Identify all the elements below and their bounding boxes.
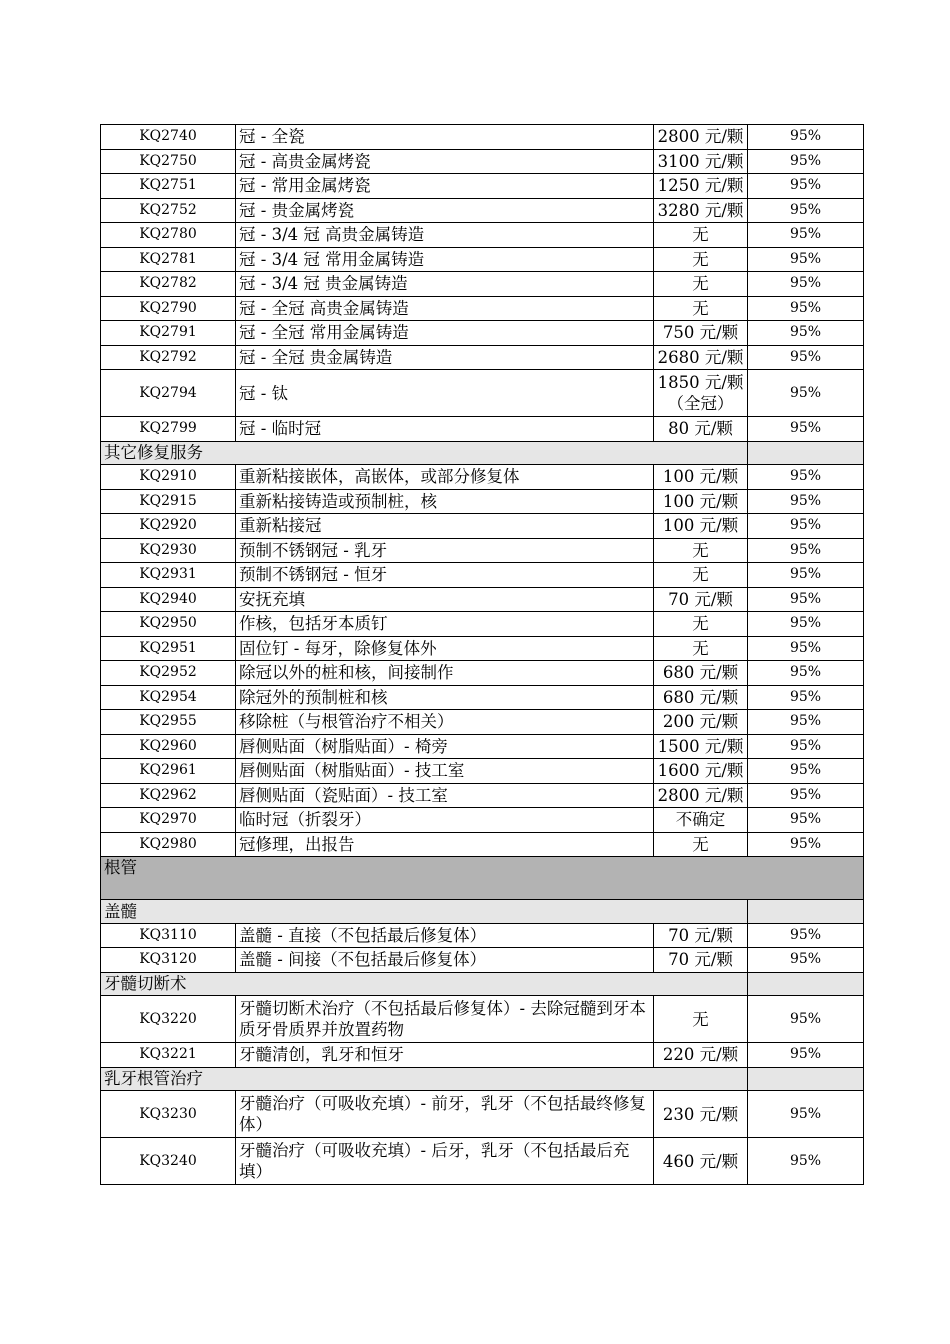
item-description: 安抚充填 bbox=[236, 587, 654, 612]
item-code: KQ2954 bbox=[101, 685, 236, 710]
section-header bbox=[101, 441, 864, 465]
section-filler bbox=[654, 1067, 748, 1091]
item-code: KQ2750 bbox=[101, 149, 236, 174]
item-code: KQ2790 bbox=[101, 296, 236, 321]
table-row bbox=[101, 734, 864, 759]
table-row bbox=[101, 345, 864, 370]
item-description: 唇侧贴面（树脂贴面）- 技工室 bbox=[236, 759, 654, 784]
item-price: 2680 元/颗 bbox=[654, 345, 748, 370]
item-code: KQ2931 bbox=[101, 563, 236, 588]
item-description: 牙髓治疗（可吸收充填）- 前牙，乳牙（不包括最终修复体） bbox=[236, 1091, 654, 1138]
item-price: 200 元/颗 bbox=[654, 710, 748, 735]
item-coverage-rate: 95% bbox=[748, 612, 864, 637]
item-description: 除冠外的预制桩和核 bbox=[236, 685, 654, 710]
item-price: 无 bbox=[654, 612, 748, 637]
section-filler bbox=[748, 441, 864, 465]
section-header bbox=[101, 972, 864, 996]
item-code: KQ2951 bbox=[101, 636, 236, 661]
item-description: 重新粘接铸造或预制桩，核 bbox=[236, 489, 654, 514]
table-row bbox=[101, 321, 864, 346]
section-filler bbox=[748, 900, 864, 924]
table-row bbox=[101, 465, 864, 490]
item-description: 盖髓 - 直接（不包括最后修复体） bbox=[236, 923, 654, 948]
item-description: 冠 - 3/4 冠 贵金属铸造 bbox=[236, 272, 654, 297]
section-header bbox=[101, 900, 864, 924]
table-row bbox=[101, 563, 864, 588]
item-code: KQ2910 bbox=[101, 465, 236, 490]
item-coverage-rate: 95% bbox=[748, 808, 864, 833]
item-code: KQ2740 bbox=[101, 125, 236, 150]
item-coverage-rate: 95% bbox=[748, 996, 864, 1043]
item-coverage-rate: 95% bbox=[748, 538, 864, 563]
item-code: KQ2915 bbox=[101, 489, 236, 514]
item-coverage-rate: 95% bbox=[748, 783, 864, 808]
item-price: 220 元/颗 bbox=[654, 1043, 748, 1068]
table-row bbox=[101, 223, 864, 248]
item-description: 冠 - 钛 bbox=[236, 370, 654, 417]
table-row bbox=[101, 685, 864, 710]
item-code: KQ2980 bbox=[101, 832, 236, 857]
item-description: 冠修理，出报告 bbox=[236, 832, 654, 857]
item-code: KQ2799 bbox=[101, 417, 236, 442]
table-row bbox=[101, 832, 864, 857]
item-price: 无 bbox=[654, 832, 748, 857]
item-coverage-rate: 95% bbox=[748, 1138, 864, 1185]
item-code: KQ3110 bbox=[101, 923, 236, 948]
item-coverage-rate: 95% bbox=[748, 832, 864, 857]
item-price: 无 bbox=[654, 223, 748, 248]
item-coverage-rate: 95% bbox=[748, 296, 864, 321]
item-price: 2800 元/颗 bbox=[654, 125, 748, 150]
item-description: 牙髓清创，乳牙和恒牙 bbox=[236, 1043, 654, 1068]
item-code: KQ2792 bbox=[101, 345, 236, 370]
item-code: KQ2780 bbox=[101, 223, 236, 248]
item-coverage-rate: 95% bbox=[748, 685, 864, 710]
table-row bbox=[101, 174, 864, 199]
item-code: KQ2752 bbox=[101, 198, 236, 223]
item-price: 无 bbox=[654, 636, 748, 661]
item-price: 1600 元/颗 bbox=[654, 759, 748, 784]
item-description: 冠 - 全冠 常用金属铸造 bbox=[236, 321, 654, 346]
item-price: 70 元/颗 bbox=[654, 923, 748, 948]
item-price: 100 元/颗 bbox=[654, 465, 748, 490]
item-code: KQ2955 bbox=[101, 710, 236, 735]
item-coverage-rate: 95% bbox=[748, 948, 864, 973]
item-code: KQ2920 bbox=[101, 514, 236, 539]
item-description: 移除桩（与根管治疗不相关） bbox=[236, 710, 654, 735]
item-coverage-rate: 95% bbox=[748, 272, 864, 297]
fee-schedule-body bbox=[101, 125, 864, 1185]
item-code: KQ2962 bbox=[101, 783, 236, 808]
item-description: 冠 - 全瓷 bbox=[236, 125, 654, 150]
item-description: 作核，包括牙本质钉 bbox=[236, 612, 654, 637]
item-price: 无 bbox=[654, 247, 748, 272]
item-code: KQ2950 bbox=[101, 612, 236, 637]
table-row bbox=[101, 296, 864, 321]
item-price: 1850 元/颗 （全冠） bbox=[654, 370, 748, 417]
table-row bbox=[101, 948, 864, 973]
table-row bbox=[101, 612, 864, 637]
table-row bbox=[101, 636, 864, 661]
table-row bbox=[101, 247, 864, 272]
item-price: 1500 元/颗 bbox=[654, 734, 748, 759]
item-code: KQ3230 bbox=[101, 1091, 236, 1138]
item-code: KQ2794 bbox=[101, 370, 236, 417]
item-price: 3280 元/颗 bbox=[654, 198, 748, 223]
item-description: 冠 - 全冠 高贵金属铸造 bbox=[236, 296, 654, 321]
item-description: 唇侧贴面（树脂贴面）- 椅旁 bbox=[236, 734, 654, 759]
item-price: 无 bbox=[654, 296, 748, 321]
table-row bbox=[101, 759, 864, 784]
item-coverage-rate: 95% bbox=[748, 198, 864, 223]
item-code: KQ2961 bbox=[101, 759, 236, 784]
major-section-title: 根管 bbox=[101, 857, 864, 900]
item-price: 3100 元/颗 bbox=[654, 149, 748, 174]
section-filler bbox=[654, 972, 748, 996]
item-coverage-rate: 95% bbox=[748, 370, 864, 417]
item-code: KQ2952 bbox=[101, 661, 236, 686]
table-row bbox=[101, 125, 864, 150]
item-code: KQ2781 bbox=[101, 247, 236, 272]
item-price: 70 元/颗 bbox=[654, 587, 748, 612]
item-description: 唇侧贴面（瓷贴面）- 技工室 bbox=[236, 783, 654, 808]
table-row bbox=[101, 1043, 864, 1068]
item-coverage-rate: 95% bbox=[748, 489, 864, 514]
item-description: 预制不锈钢冠 - 恒牙 bbox=[236, 563, 654, 588]
item-coverage-rate: 95% bbox=[748, 149, 864, 174]
table-row bbox=[101, 1091, 864, 1138]
table-row bbox=[101, 272, 864, 297]
table-row bbox=[101, 587, 864, 612]
item-code: KQ2930 bbox=[101, 538, 236, 563]
item-description: 牙髓治疗（可吸收充填）- 后牙，乳牙（不包括最后充填） bbox=[236, 1138, 654, 1185]
table-row bbox=[101, 514, 864, 539]
item-price: 80 元/颗 bbox=[654, 417, 748, 442]
item-code: KQ3240 bbox=[101, 1138, 236, 1185]
item-coverage-rate: 95% bbox=[748, 417, 864, 442]
item-price: 750 元/颗 bbox=[654, 321, 748, 346]
section-title: 其它修复服务 bbox=[101, 441, 654, 465]
item-description: 重新粘接嵌体，高嵌体，或部分修复体 bbox=[236, 465, 654, 490]
item-coverage-rate: 95% bbox=[748, 247, 864, 272]
item-description: 重新粘接冠 bbox=[236, 514, 654, 539]
item-price: 无 bbox=[654, 996, 748, 1043]
item-code: KQ3220 bbox=[101, 996, 236, 1043]
item-description: 预制不锈钢冠 - 乳牙 bbox=[236, 538, 654, 563]
item-coverage-rate: 95% bbox=[748, 587, 864, 612]
table-row bbox=[101, 808, 864, 833]
table-row bbox=[101, 149, 864, 174]
item-price: 无 bbox=[654, 272, 748, 297]
table-row bbox=[101, 1138, 864, 1185]
item-code: KQ2751 bbox=[101, 174, 236, 199]
item-description: 临时冠（折裂牙） bbox=[236, 808, 654, 833]
item-coverage-rate: 95% bbox=[748, 174, 864, 199]
item-price: 100 元/颗 bbox=[654, 514, 748, 539]
item-coverage-rate: 95% bbox=[748, 661, 864, 686]
table-row bbox=[101, 370, 864, 417]
item-coverage-rate: 95% bbox=[748, 563, 864, 588]
table-row bbox=[101, 996, 864, 1043]
item-description: 冠 - 临时冠 bbox=[236, 417, 654, 442]
item-coverage-rate: 95% bbox=[748, 1091, 864, 1138]
table-row bbox=[101, 923, 864, 948]
item-description: 除冠以外的桩和核，间接制作 bbox=[236, 661, 654, 686]
item-description: 冠 - 3/4 冠 常用金属铸造 bbox=[236, 247, 654, 272]
item-code: KQ2960 bbox=[101, 734, 236, 759]
table-row bbox=[101, 489, 864, 514]
table-row bbox=[101, 417, 864, 442]
item-coverage-rate: 95% bbox=[748, 1043, 864, 1068]
item-price: 不确定 bbox=[654, 808, 748, 833]
item-price: 70 元/颗 bbox=[654, 948, 748, 973]
item-price: 无 bbox=[654, 563, 748, 588]
item-coverage-rate: 95% bbox=[748, 321, 864, 346]
section-filler bbox=[654, 441, 748, 465]
section-filler bbox=[748, 972, 864, 996]
item-coverage-rate: 95% bbox=[748, 514, 864, 539]
table-row bbox=[101, 538, 864, 563]
item-price: 680 元/颗 bbox=[654, 661, 748, 686]
item-description: 冠 - 贵金属烤瓷 bbox=[236, 198, 654, 223]
item-code: KQ2791 bbox=[101, 321, 236, 346]
item-code: KQ2782 bbox=[101, 272, 236, 297]
item-coverage-rate: 95% bbox=[748, 734, 864, 759]
section-title: 牙髓切断术 bbox=[101, 972, 654, 996]
item-coverage-rate: 95% bbox=[748, 759, 864, 784]
item-description: 冠 - 全冠 贵金属铸造 bbox=[236, 345, 654, 370]
table-row bbox=[101, 661, 864, 686]
item-description: 牙髓切断术治疗（不包括最后修复体）- 去除冠髓到牙本质牙骨质界并放置药物 bbox=[236, 996, 654, 1043]
section-header bbox=[101, 1067, 864, 1091]
item-price: 无 bbox=[654, 538, 748, 563]
item-price: 680 元/颗 bbox=[654, 685, 748, 710]
item-coverage-rate: 95% bbox=[748, 636, 864, 661]
item-description: 冠 - 高贵金属烤瓷 bbox=[236, 149, 654, 174]
item-code: KQ2970 bbox=[101, 808, 236, 833]
item-coverage-rate: 95% bbox=[748, 710, 864, 735]
item-price: 230 元/颗 bbox=[654, 1091, 748, 1138]
table-row bbox=[101, 198, 864, 223]
table-row bbox=[101, 783, 864, 808]
section-filler bbox=[748, 1067, 864, 1091]
item-coverage-rate: 95% bbox=[748, 465, 864, 490]
item-description: 固位钉 - 每牙，除修复体外 bbox=[236, 636, 654, 661]
item-coverage-rate: 95% bbox=[748, 125, 864, 150]
item-code: KQ3120 bbox=[101, 948, 236, 973]
item-price: 100 元/颗 bbox=[654, 489, 748, 514]
item-code: KQ3221 bbox=[101, 1043, 236, 1068]
table-row bbox=[101, 710, 864, 735]
item-description: 盖髓 - 间接（不包括最后修复体） bbox=[236, 948, 654, 973]
item-code: KQ2940 bbox=[101, 587, 236, 612]
item-coverage-rate: 95% bbox=[748, 345, 864, 370]
item-price: 1250 元/颗 bbox=[654, 174, 748, 199]
item-price: 2800 元/颗 bbox=[654, 783, 748, 808]
item-description: 冠 - 3/4 冠 高贵金属铸造 bbox=[236, 223, 654, 248]
section-title: 乳牙根管治疗 bbox=[101, 1067, 654, 1091]
fee-schedule-table bbox=[100, 124, 864, 1185]
section-title: 盖髓 bbox=[101, 900, 654, 924]
item-price: 460 元/颗 bbox=[654, 1138, 748, 1185]
section-filler bbox=[654, 900, 748, 924]
item-coverage-rate: 95% bbox=[748, 923, 864, 948]
item-coverage-rate: 95% bbox=[748, 223, 864, 248]
major-section-header bbox=[101, 857, 864, 900]
item-description: 冠 - 常用金属烤瓷 bbox=[236, 174, 654, 199]
